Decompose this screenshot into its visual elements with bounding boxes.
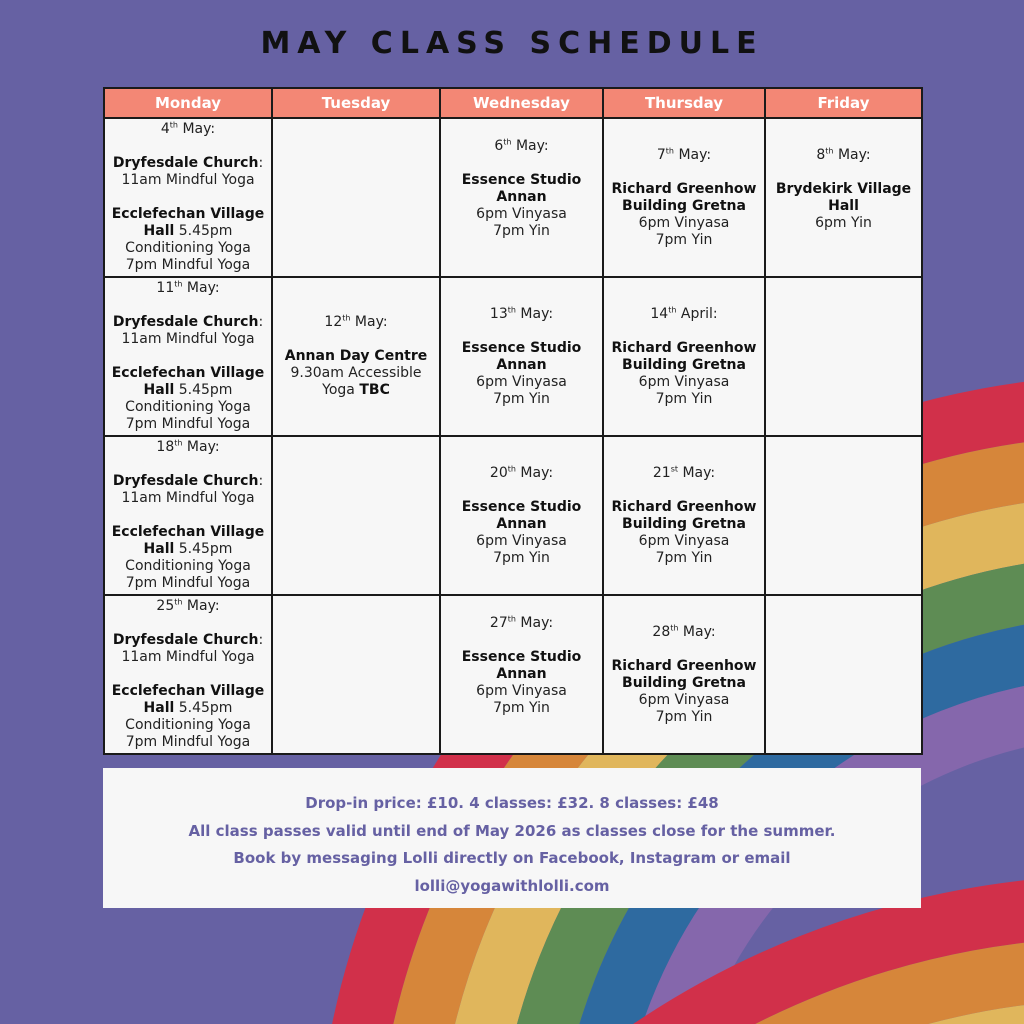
- venue-name: Richard Greenhow Building Gretna: [611, 180, 757, 214]
- venue-name: Ecclefechan Village Hall: [111, 206, 265, 239]
- class-time: 11am Mindful Yoga: [121, 649, 255, 665]
- date-label: 6th May:: [494, 137, 549, 154]
- date-label: 20th May:: [489, 463, 554, 481]
- thursday-cell: [603, 118, 765, 277]
- friday-cell: [765, 118, 922, 277]
- date-label: 13th May:: [489, 304, 554, 322]
- pass-validity-line: All class passes valid until end of May 2026 as classes close for the summer.: [188, 821, 836, 840]
- class-time: 7pm Yin: [493, 549, 550, 566]
- venue-name: Richard Greenhow Building Gretna: [611, 657, 757, 691]
- thursday-cell: [603, 436, 765, 595]
- venue-name: Dryfesdale Church: [112, 473, 259, 489]
- class-time: Conditioning Yoga: [125, 558, 251, 574]
- class-time: 6pm Vinyasa: [638, 214, 730, 231]
- class-time: 6pm Vinyasa: [476, 532, 567, 549]
- class-time: 6pm Vinyasa: [476, 683, 567, 699]
- friday-cell: [765, 277, 922, 436]
- class-time: 7pm Mindful Yoga: [125, 575, 251, 591]
- monday-cell: 11th May: Dryfesdale Church: 11am Mindful Yoga Ecclefechan Village Hall 5.45pm Conditioning Yoga 7pm Mindful Yoga: [104, 277, 272, 436]
- price-line: Drop-in price: £10. 4 classes: £32. 8 classes: £48: [305, 794, 719, 812]
- header-thursday: Thursday: [603, 88, 765, 118]
- class-time: 7pm Yin: [655, 231, 713, 248]
- date-label: 12th May:: [324, 313, 388, 330]
- class-time: 7pm Yin: [655, 708, 713, 725]
- date-label: 25th May:: [156, 597, 220, 614]
- date-label: 27th May:: [489, 614, 554, 631]
- class-time: Conditioning Yoga: [125, 240, 251, 256]
- class-time: 6pm Vinyasa: [638, 532, 730, 549]
- week-row: [104, 277, 922, 436]
- venue-name: Essence Studio Annan: [461, 498, 582, 532]
- week-row: [104, 436, 922, 595]
- venue-name: Essence Studio Annan: [461, 649, 582, 682]
- monday-cell: 4th May: Dryfesdale Church: 11am Mindful Yoga Ecclefechan Village Hall 5.45pm Conditioning Yoga 7pm Mindful Yoga: [104, 118, 272, 277]
- class-time: Conditioning Yoga: [125, 399, 251, 415]
- venue-name: Ecclefechan Village Hall: [111, 365, 265, 398]
- date-label: 21st May:: [652, 463, 716, 481]
- friday-cell: [765, 436, 922, 595]
- friday-cell: [765, 595, 922, 754]
- schedule-table: [103, 87, 923, 755]
- venue-name: Richard Greenhow Building Gretna: [611, 498, 757, 532]
- class-time: 7pm Yin: [493, 700, 550, 716]
- date-label: 28th May:: [652, 622, 716, 640]
- tuesday-cell: [272, 277, 440, 436]
- monday-cell: 18th May: Dryfesdale Church: 11am Mindful Yoga Ecclefechan Village Hall 5.45pm Conditioning Yoga 7pm Mindful Yoga: [104, 436, 272, 595]
- tuesday-cell: [272, 118, 440, 277]
- tbc-label: TBC: [359, 382, 390, 398]
- venue-name: Richard Greenhow Building Gretna: [611, 339, 757, 373]
- wednesday-cell: [440, 118, 603, 277]
- venue-name: Essence Studio Annan: [461, 172, 582, 205]
- class-time: 6pm Vinyasa: [476, 206, 567, 222]
- contact-email[interactable]: lolli@yogawithlolli.com: [414, 876, 610, 895]
- date-label: 14th April:: [650, 304, 718, 322]
- thursday-cell: [603, 277, 765, 436]
- class-time: 7pm Yin: [655, 549, 713, 566]
- wednesday-cell: [440, 436, 603, 595]
- class-time: 6pm Vinyasa: [476, 373, 567, 390]
- venue-name: Brydekirk Village Hall: [775, 180, 912, 214]
- class-time: 6pm Vinyasa: [638, 691, 730, 708]
- date-label: 11th May:: [156, 279, 220, 296]
- class-time: Conditioning Yoga: [125, 717, 251, 733]
- venue-name: Dryfesdale Church: [112, 632, 259, 648]
- venue-name: Annan Day Centre: [284, 348, 428, 364]
- date-label: 4th May:: [160, 120, 216, 137]
- header-friday: Friday: [765, 88, 922, 118]
- venue-name: Ecclefechan Village Hall: [111, 683, 265, 716]
- class-time: 7pm Yin: [493, 390, 550, 407]
- date-label: 8th May:: [816, 145, 871, 163]
- class-time: 6pm Yin: [815, 214, 872, 231]
- venue-name: Ecclefechan Village Hall: [111, 524, 265, 557]
- venue-name: Dryfesdale Church: [112, 314, 259, 330]
- header-wednesday: Wednesday: [440, 88, 603, 118]
- class-time: 11am Mindful Yoga: [121, 172, 255, 188]
- week-row: [104, 118, 922, 277]
- page-title: MAY CLASS SCHEDULE: [260, 26, 764, 61]
- class-time: 7pm Mindful Yoga: [125, 416, 251, 432]
- header-tuesday: Tuesday: [272, 88, 440, 118]
- tuesday-cell: [272, 595, 440, 754]
- class-time: 9.30am Accessible Yoga TBC: [290, 365, 422, 398]
- class-time: 11am Mindful Yoga: [121, 490, 255, 506]
- date-label: 7th May:: [656, 145, 712, 163]
- thursday-cell: [603, 595, 765, 754]
- class-time: 7pm Yin: [493, 223, 550, 239]
- class-time: 7pm Mindful Yoga: [125, 257, 251, 273]
- wednesday-cell: [440, 277, 603, 436]
- tuesday-cell: [272, 436, 440, 595]
- week-row: [104, 595, 922, 754]
- booking-line: Book by messaging Lolli directly on Facebook, Instagram or email: [233, 849, 791, 867]
- class-time: 6pm Vinyasa: [638, 373, 730, 390]
- class-time: 7pm Yin: [655, 390, 713, 407]
- venue-name: Essence Studio Annan: [461, 339, 582, 373]
- class-time: 7pm Mindful Yoga: [125, 734, 251, 750]
- class-time: 11am Mindful Yoga: [121, 331, 255, 347]
- header-monday: Monday: [104, 88, 272, 118]
- schedule-header-row: [104, 88, 922, 118]
- date-label: 18th May:: [156, 438, 220, 455]
- venue-name: Dryfesdale Church: [112, 155, 259, 171]
- wednesday-cell: [440, 595, 603, 754]
- pricing-footer: [103, 768, 921, 908]
- monday-cell: 25th May: Dryfesdale Church: 11am Mindful Yoga Ecclefechan Village Hall 5.45pm Conditioning Yoga 7pm Mindful Yoga: [104, 595, 272, 754]
